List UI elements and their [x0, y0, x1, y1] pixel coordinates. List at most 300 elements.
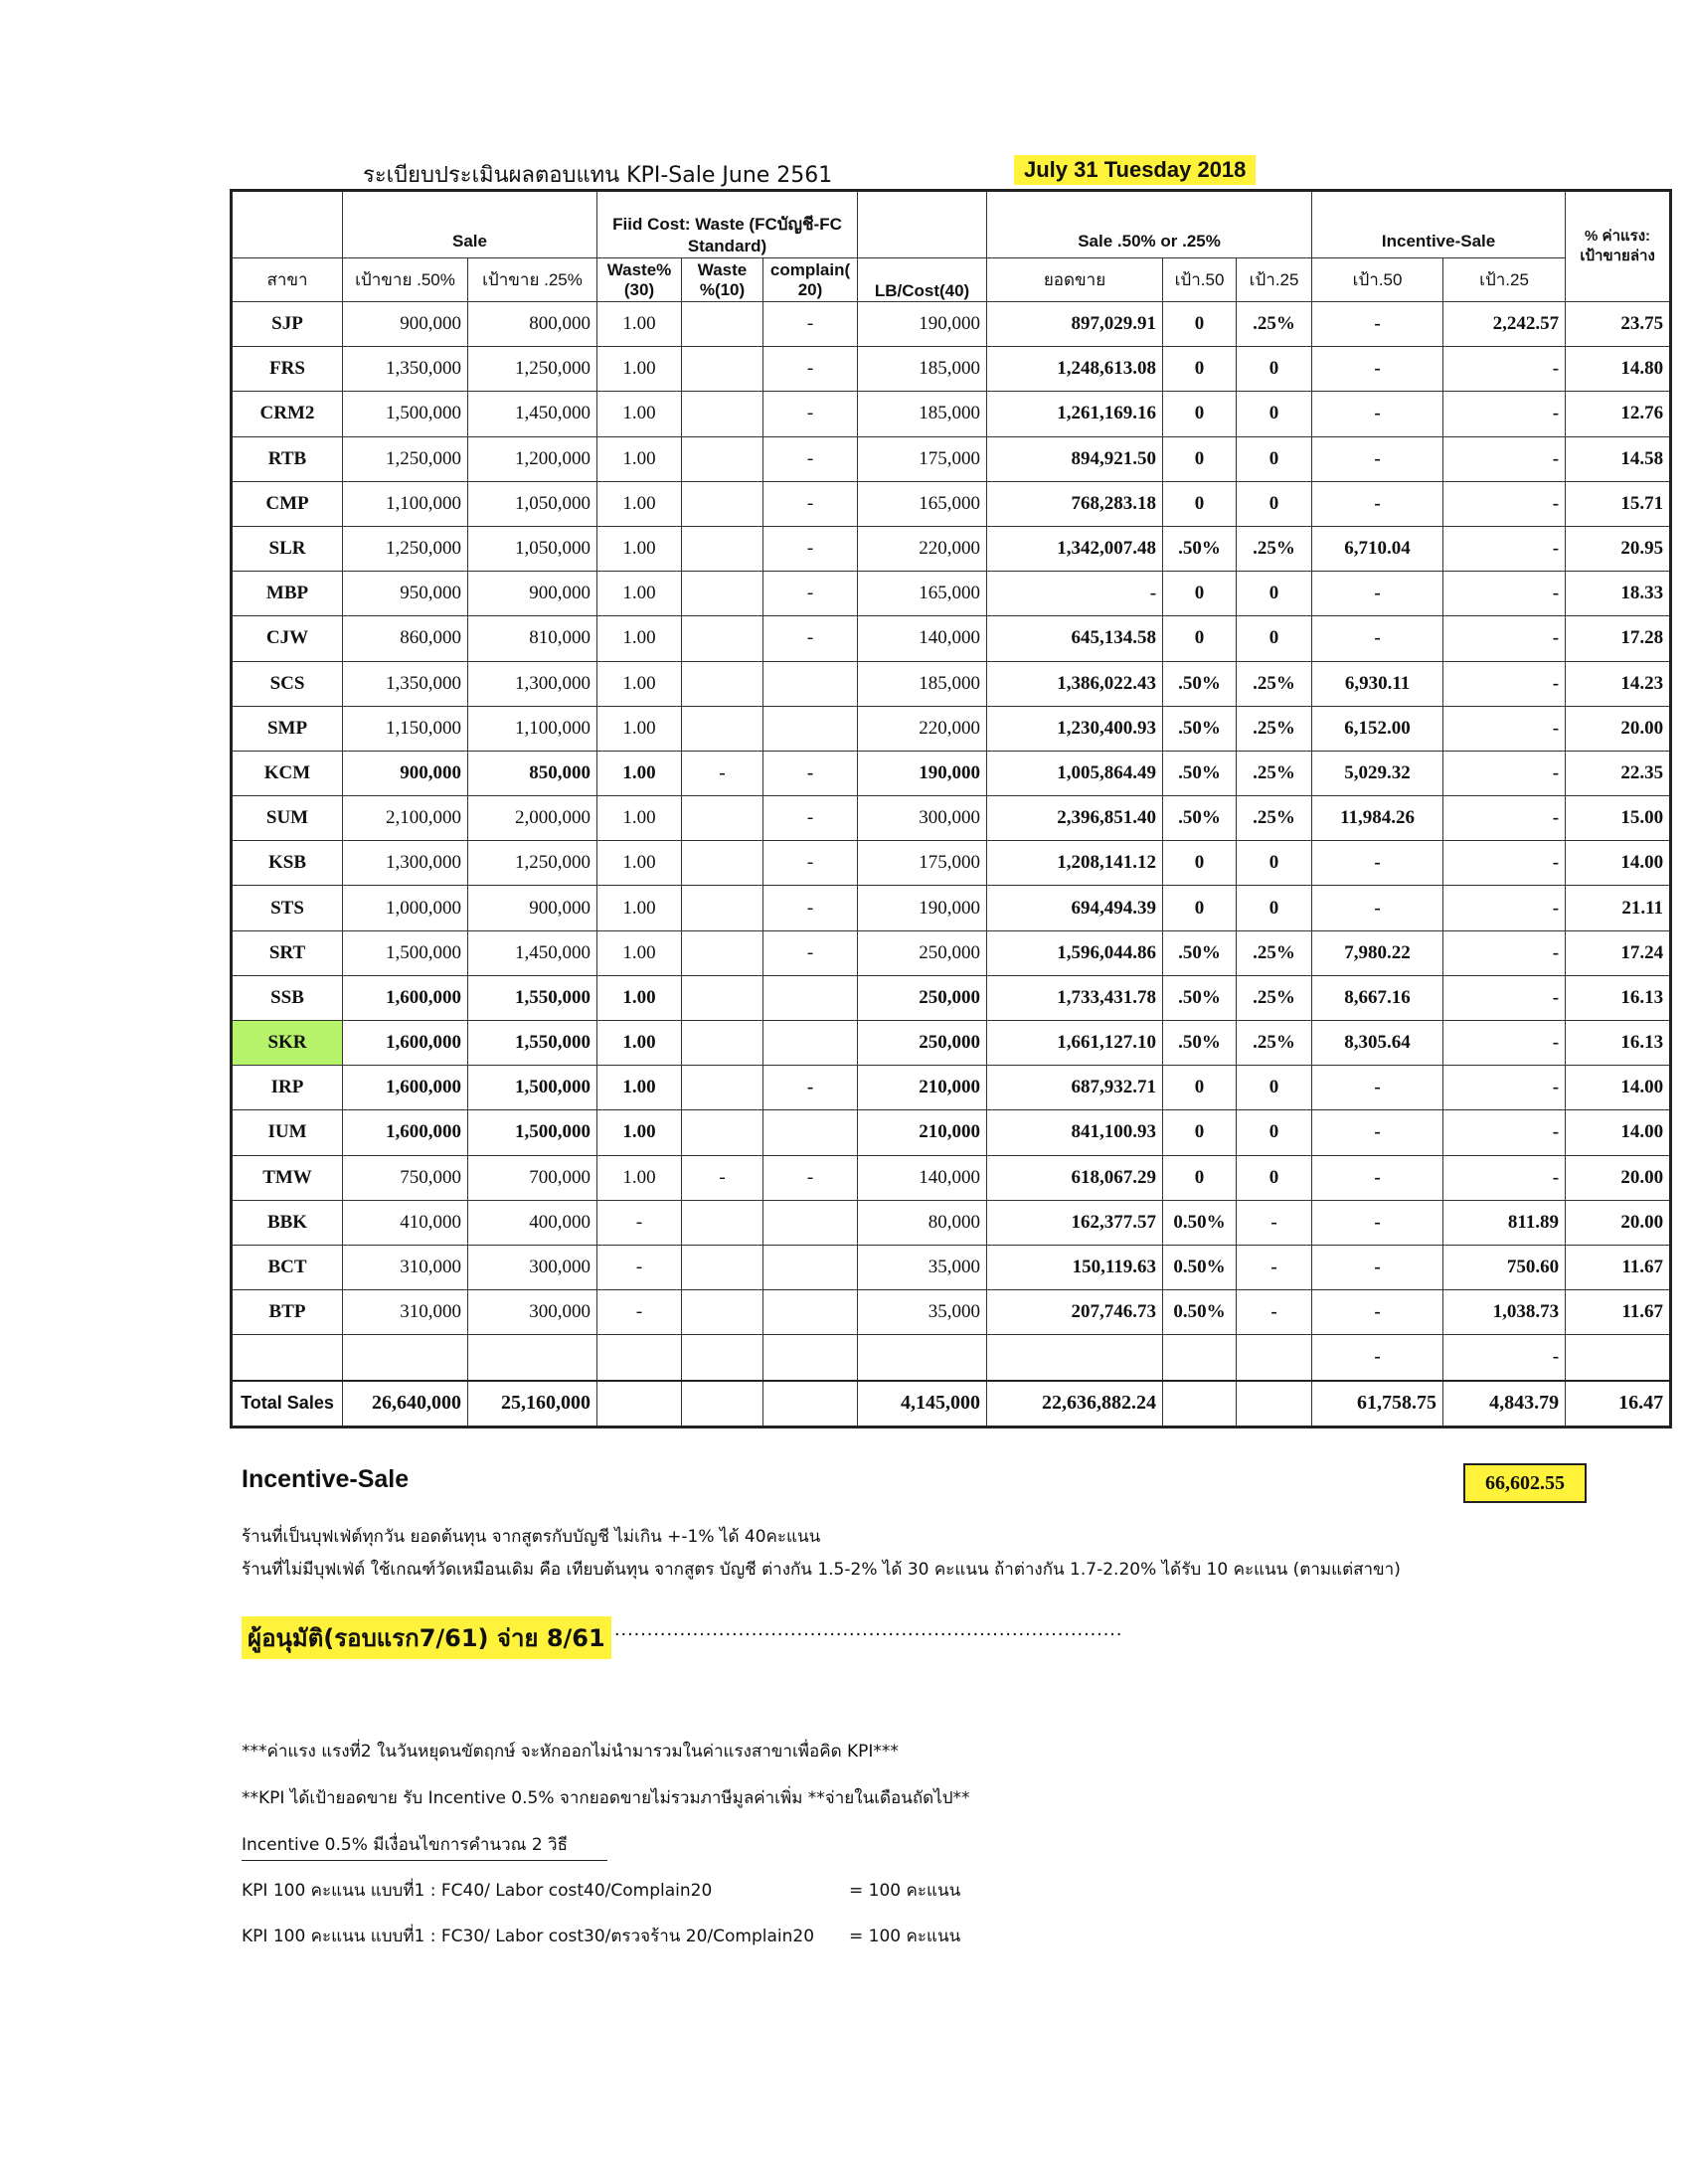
- branch-code: IUM: [232, 1110, 343, 1155]
- waste-pct: 1.00: [597, 886, 682, 930]
- target-50: 950,000: [343, 572, 468, 616]
- incentive-25: -: [1443, 526, 1566, 571]
- incentive-25: -: [1443, 347, 1566, 392]
- goal-50: 0: [1163, 302, 1237, 347]
- target-25: 300,000: [468, 1290, 597, 1335]
- waste-10: [682, 1335, 763, 1381]
- branch-code: BCT: [232, 1245, 343, 1289]
- complain: -: [763, 841, 858, 886]
- incentive-25: -: [1443, 661, 1566, 706]
- target-25: [468, 1335, 597, 1381]
- labor-pct: [1566, 1335, 1671, 1381]
- incentive-25: -: [1443, 481, 1566, 526]
- goal-50: .50%: [1163, 706, 1237, 751]
- waste-10: [682, 975, 763, 1020]
- waste-10: -: [682, 751, 763, 795]
- table-row: [232, 526, 1671, 571]
- lb-cost: 300,000: [858, 796, 987, 841]
- note-labor-holiday: ***ค่าแรง แรงที่2 ในวันหยุดนขัตฤกษ์ จะหักออกไม่นำมารวมในค่าแรงสาขาเพื่อคิด KPI***: [242, 1742, 899, 1762]
- incentive-25: -: [1443, 572, 1566, 616]
- branch-code: STS: [232, 886, 343, 930]
- branch-code: SMP: [232, 706, 343, 751]
- target-50: 750,000: [343, 1155, 468, 1200]
- header-lb-cost: LB/Cost(40): [858, 258, 987, 302]
- target-25: 400,000: [468, 1200, 597, 1245]
- sales-amount: 1,733,431.78: [987, 975, 1163, 1020]
- incentive-25: -: [1443, 706, 1566, 751]
- waste-pct: 1.00: [597, 1021, 682, 1066]
- waste-10: -: [682, 1155, 763, 1200]
- table-row: [232, 751, 1671, 795]
- waste-10: [682, 526, 763, 571]
- sales-amount: 1,386,022.43: [987, 661, 1163, 706]
- lb-cost: 35,000: [858, 1290, 987, 1335]
- waste-pct: -: [597, 1245, 682, 1289]
- goal-25: .25%: [1237, 302, 1312, 347]
- lb-cost: 190,000: [858, 751, 987, 795]
- incentive-25: -: [1443, 1066, 1566, 1110]
- document-title: ระเบียบประเมินผลตอบแทน KPI-Sale June 2561: [363, 163, 833, 188]
- sales-amount: 1,208,141.12: [987, 841, 1163, 886]
- target-50: 310,000: [343, 1245, 468, 1289]
- goal-25: 0: [1237, 572, 1312, 616]
- sales-amount: 687,932.71: [987, 1066, 1163, 1110]
- lb-cost: 250,000: [858, 975, 987, 1020]
- waste-10: [682, 796, 763, 841]
- total-target-25: 25,160,000: [468, 1381, 597, 1428]
- header-pct-labor: % ค่าแรง: เป้าขายล่าง: [1566, 191, 1671, 302]
- table-row: [232, 436, 1671, 481]
- header-blank-lb: [858, 191, 987, 258]
- incentive-sale-total: 66,602.55: [1463, 1463, 1587, 1503]
- complain: [763, 1110, 858, 1155]
- table-row: [232, 886, 1671, 930]
- total-pct: 16.47: [1566, 1381, 1671, 1428]
- target-50: 860,000: [343, 616, 468, 661]
- goal-50: .50%: [1163, 526, 1237, 571]
- incentive-25: -: [1443, 1155, 1566, 1200]
- branch-code: SRT: [232, 930, 343, 975]
- waste-10: [682, 436, 763, 481]
- total-empty-g50: [1163, 1381, 1237, 1428]
- signature-line: ..............................................................................: [614, 1618, 1123, 1640]
- target-50: 1,600,000: [343, 1066, 468, 1110]
- sales-amount: 841,100.93: [987, 1110, 1163, 1155]
- goal-25: [1237, 1335, 1312, 1381]
- header-sale: Sale: [343, 191, 597, 258]
- goal-25: 0: [1237, 841, 1312, 886]
- target-25: 1,250,000: [468, 347, 597, 392]
- waste-pct: 1.00: [597, 616, 682, 661]
- waste-10: [682, 481, 763, 526]
- table-row: [232, 572, 1671, 616]
- target-25: 1,100,000: [468, 706, 597, 751]
- lb-cost: 210,000: [858, 1066, 987, 1110]
- lb-cost: 250,000: [858, 930, 987, 975]
- lb-cost: 190,000: [858, 302, 987, 347]
- branch-code: FRS: [232, 347, 343, 392]
- labor-pct: 11.67: [1566, 1290, 1671, 1335]
- note-kpi-incentive: **KPI ได้เป้ายอดขาย รับ Incentive 0.5% จากยอดขายไม่รวมภาษีมูลค่าเพิ่ม **จ่ายในเดือนถัดไป**: [242, 1788, 970, 1808]
- lb-cost: 175,000: [858, 841, 987, 886]
- target-25: 900,000: [468, 886, 597, 930]
- goal-25: 0: [1237, 436, 1312, 481]
- complain: [763, 1335, 858, 1381]
- complain: -: [763, 481, 858, 526]
- complain: -: [763, 886, 858, 930]
- goal-25: 0: [1237, 1066, 1312, 1110]
- waste-pct: -: [597, 1290, 682, 1335]
- incentive-50: -: [1312, 1155, 1443, 1200]
- lb-cost: 185,000: [858, 347, 987, 392]
- lb-cost: 185,000: [858, 392, 987, 436]
- goal-25: 0: [1237, 1155, 1312, 1200]
- target-50: 1,350,000: [343, 347, 468, 392]
- incentive-25: -: [1443, 841, 1566, 886]
- labor-pct: 15.00: [1566, 796, 1671, 841]
- goal-50: .50%: [1163, 751, 1237, 795]
- branch-code: CRM2: [232, 392, 343, 436]
- target-25: 900,000: [468, 572, 597, 616]
- target-50: 1,500,000: [343, 392, 468, 436]
- target-25: 700,000: [468, 1155, 597, 1200]
- target-50: 1,100,000: [343, 481, 468, 526]
- goal-25: 0: [1237, 1110, 1312, 1155]
- labor-pct: 11.67: [1566, 1245, 1671, 1289]
- sales-amount: 1,248,613.08: [987, 347, 1163, 392]
- goal-50: 0: [1163, 436, 1237, 481]
- goal-25: .25%: [1237, 796, 1312, 841]
- target-50: 310,000: [343, 1290, 468, 1335]
- labor-pct: 12.76: [1566, 392, 1671, 436]
- target-50: 1,350,000: [343, 661, 468, 706]
- goal-50: .50%: [1163, 796, 1237, 841]
- sales-amount: 2,396,851.40: [987, 796, 1163, 841]
- incentive-25: -: [1443, 1335, 1566, 1381]
- kpi-table: [230, 189, 1672, 1428]
- waste-10: [682, 572, 763, 616]
- lb-cost: 165,000: [858, 481, 987, 526]
- note-incentive-condition: Incentive 0.5% มีเงื่อนไขการคำนวณ 2 วิธี: [242, 1831, 607, 1861]
- target-25: 810,000: [468, 616, 597, 661]
- total-row: [232, 1381, 1671, 1428]
- goal-50: 0: [1163, 1066, 1237, 1110]
- target-25: 1,300,000: [468, 661, 597, 706]
- incentive-25: 2,242.57: [1443, 302, 1566, 347]
- header-sale-pct: Sale .50% or .25%: [987, 191, 1312, 258]
- incentive-50: -: [1312, 1290, 1443, 1335]
- target-50: 900,000: [343, 302, 468, 347]
- target-25: 1,550,000: [468, 975, 597, 1020]
- labor-pct: 20.00: [1566, 1155, 1671, 1200]
- waste-10: [682, 1200, 763, 1245]
- branch-code: CJW: [232, 616, 343, 661]
- incentive-50: -: [1312, 1110, 1443, 1155]
- incentive-50: -: [1312, 572, 1443, 616]
- goal-25: .25%: [1237, 1021, 1312, 1066]
- note-kpi-method-2-score: = 100 คะแนน: [849, 1927, 961, 1946]
- table-row: [232, 347, 1671, 392]
- sales-amount: 150,119.63: [987, 1245, 1163, 1289]
- incentive-50: 7,980.22: [1312, 930, 1443, 975]
- header-target-25: เป้าขาย .25%: [468, 258, 597, 302]
- header-target-50: เป้าขาย .50%: [343, 258, 468, 302]
- waste-10: [682, 1245, 763, 1289]
- incentive-50: -: [1312, 302, 1443, 347]
- header-food-cost: Fiid Cost: Waste (FCบัญชี-FC Standard): [597, 191, 858, 258]
- sales-amount: 694,494.39: [987, 886, 1163, 930]
- goal-50: 0: [1163, 347, 1237, 392]
- target-25: 1,250,000: [468, 841, 597, 886]
- lb-cost: [858, 1335, 987, 1381]
- branch-code: RTB: [232, 436, 343, 481]
- labor-pct: 14.80: [1566, 347, 1671, 392]
- header-waste-pct: Waste% (30): [597, 258, 682, 302]
- waste-pct: 1.00: [597, 526, 682, 571]
- incentive-50: -: [1312, 1335, 1443, 1381]
- total-label: Total Sales: [232, 1381, 343, 1428]
- table-row: [232, 1021, 1671, 1066]
- goal-50: 0: [1163, 1110, 1237, 1155]
- total-inc-50: 61,758.75: [1312, 1381, 1443, 1428]
- complain: [763, 661, 858, 706]
- goal-50: 0.50%: [1163, 1245, 1237, 1289]
- goal-25: .25%: [1237, 661, 1312, 706]
- goal-50: 0.50%: [1163, 1200, 1237, 1245]
- labor-pct: 22.35: [1566, 751, 1671, 795]
- branch-code: SSB: [232, 975, 343, 1020]
- labor-pct: 17.24: [1566, 930, 1671, 975]
- lb-cost: 35,000: [858, 1245, 987, 1289]
- sales-amount: 162,377.57: [987, 1200, 1163, 1245]
- waste-10: [682, 886, 763, 930]
- header-inc-25: เป้า.25: [1443, 258, 1566, 302]
- waste-10: [682, 1066, 763, 1110]
- goal-25: 0: [1237, 886, 1312, 930]
- branch-code: KCM: [232, 751, 343, 795]
- waste-pct: 1.00: [597, 392, 682, 436]
- table-row: [232, 302, 1671, 347]
- waste-pct: 1.00: [597, 751, 682, 795]
- sales-amount: [987, 1335, 1163, 1381]
- incentive-50: 8,667.16: [1312, 975, 1443, 1020]
- incentive-25: -: [1443, 616, 1566, 661]
- goal-25: .25%: [1237, 975, 1312, 1020]
- goal-50: 0: [1163, 481, 1237, 526]
- total-empty-comp: [763, 1381, 858, 1428]
- note-kpi-method-2: KPI 100 คะแนน แบบที่1 : FC30/ Labor cost30/ตรวจร้าน 20/Complain20: [242, 1927, 815, 1946]
- waste-10: [682, 1021, 763, 1066]
- sales-amount: -: [987, 572, 1163, 616]
- lb-cost: 140,000: [858, 1155, 987, 1200]
- incentive-25: -: [1443, 392, 1566, 436]
- incentive-25: -: [1443, 1021, 1566, 1066]
- branch-code: SLR: [232, 526, 343, 571]
- labor-pct: 20.95: [1566, 526, 1671, 571]
- table-row: [232, 1110, 1671, 1155]
- waste-pct: 1.00: [597, 796, 682, 841]
- labor-pct: 15.71: [1566, 481, 1671, 526]
- waste-10: [682, 392, 763, 436]
- target-25: 800,000: [468, 302, 597, 347]
- target-50: 1,600,000: [343, 1021, 468, 1066]
- table-row: [232, 1245, 1671, 1289]
- waste-pct: -: [597, 1200, 682, 1245]
- table-row: [232, 481, 1671, 526]
- waste-pct: 1.00: [597, 347, 682, 392]
- target-25: 1,550,000: [468, 1021, 597, 1066]
- table-row: [232, 1155, 1671, 1200]
- lb-cost: 250,000: [858, 1021, 987, 1066]
- complain: -: [763, 616, 858, 661]
- target-25: 1,500,000: [468, 1110, 597, 1155]
- waste-10: [682, 661, 763, 706]
- incentive-25: -: [1443, 796, 1566, 841]
- complain: [763, 1245, 858, 1289]
- goal-50: .50%: [1163, 1021, 1237, 1066]
- table-row: [232, 975, 1671, 1020]
- labor-pct: 23.75: [1566, 302, 1671, 347]
- incentive-50: 8,305.64: [1312, 1021, 1443, 1066]
- sales-amount: 768,283.18: [987, 481, 1163, 526]
- goal-25: .25%: [1237, 706, 1312, 751]
- waste-pct: 1.00: [597, 930, 682, 975]
- header-inc-50: เป้า.50: [1312, 258, 1443, 302]
- approval-label: ผู้อนุมัติ(รอบแรก7/61) จ่าย 8/61: [242, 1616, 611, 1659]
- lb-cost: 210,000: [858, 1110, 987, 1155]
- complain: -: [763, 1155, 858, 1200]
- goal-25: 0: [1237, 481, 1312, 526]
- header-branch: สาขา: [232, 258, 343, 302]
- labor-pct: 20.00: [1566, 1200, 1671, 1245]
- complain: -: [763, 1066, 858, 1110]
- complain: -: [763, 392, 858, 436]
- goal-50: .50%: [1163, 975, 1237, 1020]
- lb-cost: 140,000: [858, 616, 987, 661]
- goal-50: 0: [1163, 616, 1237, 661]
- table-row: [232, 706, 1671, 751]
- incentive-25: -: [1443, 436, 1566, 481]
- target-50: 1,300,000: [343, 841, 468, 886]
- table-row: [232, 1290, 1671, 1335]
- incentive-50: -: [1312, 1200, 1443, 1245]
- complain: [763, 975, 858, 1020]
- branch-code: KSB: [232, 841, 343, 886]
- branch-code: TMW: [232, 1155, 343, 1200]
- header-waste-10: Waste %(10): [682, 258, 763, 302]
- lb-cost: 165,000: [858, 572, 987, 616]
- header-goal-25: เป้า.25: [1237, 258, 1312, 302]
- waste-10: [682, 302, 763, 347]
- lb-cost: 220,000: [858, 526, 987, 571]
- sales-amount: 645,134.58: [987, 616, 1163, 661]
- labor-pct: 14.00: [1566, 1110, 1671, 1155]
- header-sales-amount: ยอดขาย: [987, 258, 1163, 302]
- target-50: 1,600,000: [343, 1110, 468, 1155]
- waste-10: [682, 1290, 763, 1335]
- goal-50: 0: [1163, 572, 1237, 616]
- incentive-50: -: [1312, 1245, 1443, 1289]
- target-50: 1,250,000: [343, 436, 468, 481]
- labor-pct: 14.00: [1566, 1066, 1671, 1110]
- complain: -: [763, 796, 858, 841]
- waste-pct: 1.00: [597, 661, 682, 706]
- header-complain: complain( 20): [763, 258, 858, 302]
- complain: -: [763, 347, 858, 392]
- waste-10: [682, 347, 763, 392]
- goal-25: .25%: [1237, 930, 1312, 975]
- goal-25: 0: [1237, 347, 1312, 392]
- complain: -: [763, 526, 858, 571]
- target-25: 1,200,000: [468, 436, 597, 481]
- incentive-50: -: [1312, 1066, 1443, 1110]
- sales-amount: 1,661,127.10: [987, 1021, 1163, 1066]
- complain: -: [763, 751, 858, 795]
- note-buffet: ร้านที่เป็นบุฟเฟ่ต์ทุกวัน ยอดต้นทุน จากสูตรกับบัญชี ไม่เกิน +-1% ได้ 40คะแนน: [242, 1527, 821, 1547]
- target-50: 900,000: [343, 751, 468, 795]
- incentive-25: -: [1443, 886, 1566, 930]
- header-goal-50: เป้า.50: [1163, 258, 1237, 302]
- sales-amount: 1,261,169.16: [987, 392, 1163, 436]
- incentive-50: 5,029.32: [1312, 751, 1443, 795]
- lb-cost: 185,000: [858, 661, 987, 706]
- waste-pct: 1.00: [597, 1110, 682, 1155]
- goal-25: 0: [1237, 392, 1312, 436]
- target-25: 300,000: [468, 1245, 597, 1289]
- waste-pct: 1.00: [597, 572, 682, 616]
- goal-50: 0.50%: [1163, 1290, 1237, 1335]
- incentive-25: -: [1443, 751, 1566, 795]
- goal-50: 0: [1163, 886, 1237, 930]
- sales-amount: 618,067.29: [987, 1155, 1163, 1200]
- complain: [763, 1021, 858, 1066]
- waste-10: [682, 616, 763, 661]
- sales-amount: 1,342,007.48: [987, 526, 1163, 571]
- target-25: 2,000,000: [468, 796, 597, 841]
- target-50: 1,250,000: [343, 526, 468, 571]
- target-25: 1,050,000: [468, 526, 597, 571]
- lb-cost: 175,000: [858, 436, 987, 481]
- labor-pct: 17.28: [1566, 616, 1671, 661]
- complain: -: [763, 436, 858, 481]
- target-50: [343, 1335, 468, 1381]
- goal-25: -: [1237, 1290, 1312, 1335]
- waste-10: [682, 706, 763, 751]
- table-row: [232, 841, 1671, 886]
- incentive-25: -: [1443, 1110, 1566, 1155]
- complain: -: [763, 930, 858, 975]
- labor-pct: 14.00: [1566, 841, 1671, 886]
- goal-25: .25%: [1237, 526, 1312, 571]
- branch-code: [232, 1335, 343, 1381]
- header-blank: [232, 191, 343, 258]
- lb-cost: 80,000: [858, 1200, 987, 1245]
- sales-amount: 207,746.73: [987, 1290, 1163, 1335]
- target-50: 1,000,000: [343, 886, 468, 930]
- note-kpi-method-1-score: = 100 คะแนน: [849, 1881, 961, 1901]
- complain: [763, 1200, 858, 1245]
- labor-pct: 14.58: [1566, 436, 1671, 481]
- incentive-50: -: [1312, 886, 1443, 930]
- incentive-25: 1,038.73: [1443, 1290, 1566, 1335]
- branch-code: SUM: [232, 796, 343, 841]
- total-empty-waste: [597, 1381, 682, 1428]
- waste-10: [682, 841, 763, 886]
- table-row: [232, 930, 1671, 975]
- incentive-50: 6,152.00: [1312, 706, 1443, 751]
- incentive-50: -: [1312, 841, 1443, 886]
- labor-pct: 16.13: [1566, 1021, 1671, 1066]
